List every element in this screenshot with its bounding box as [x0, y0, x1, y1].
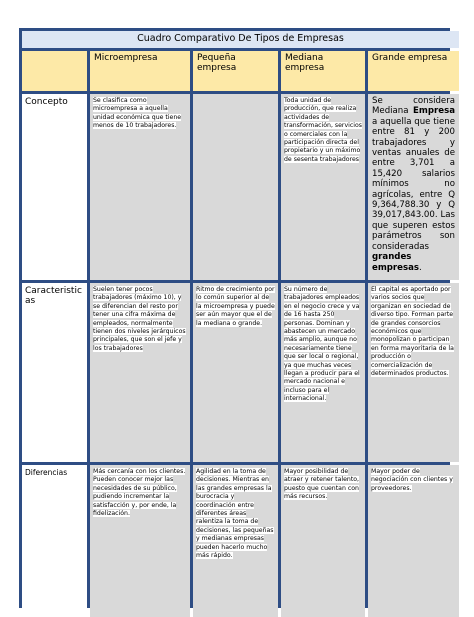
- cell-caracteristicas-mediana: [281, 283, 365, 462]
- cell-text: Agilidad en la toma de decisiones. Mientras en las grandes empresas la burocracia y coordinación entre diferentes áreas ralentiza la toma de decisiones, las pequeñas y medianas empresas pueden hacerlo mucho más rápido.: [196, 468, 274, 560]
- header-microempresa: Microempresa: [90, 51, 190, 91]
- cell-text: Su número de trabajadores empleados en el negocio crece y va de 16 hasta 250 personas. Dominan y abastecen un mercado más amplio, aunque no necesariamente tiene que ser local o regional, ya que muchas veces llegan a producir para el mercado nacional e incluso para el internacional.: [284, 286, 360, 403]
- cell-concepto-mediana: [281, 94, 365, 280]
- cell-concepto-grande: [368, 94, 459, 280]
- cell-text: Más cercanía con los clientes. Pueden conocer mejor las necesidades de su público, pudiendo incrementar la satisfacción y, por ende, la fidelización.: [93, 468, 186, 518]
- cell-text: El capital es aportado por varios socios que organizan en sociedad de diverso tipo. Forman parte de grandes consorcios económicos que monopolizan o participan en forma mayoritaria de la producción o comercialización de determinados productos.: [371, 286, 454, 378]
- cell-text: Mayor poder de negociación con clientes y proveedores.: [371, 468, 453, 492]
- cell-text: Se clasifica como microempresa a aquella unidad económica que tiene menos de 10 trabajadores.: [93, 97, 182, 130]
- cell-text: Toda unidad de producción, que realiza actividades de transformación, servicios o comerciales con la participación directa del propietario y un máximo de sesenta trabajadores: [284, 97, 362, 163]
- header-pequena-empresa: Pequeña empresa: [193, 51, 278, 91]
- row-label-concepto: Concepto: [22, 94, 87, 280]
- header-empty: [22, 51, 87, 91]
- cell-concepto-micro: [90, 94, 190, 280]
- grande-bold-2: grandes empresas: [372, 252, 420, 273]
- grande-text-2: a aquella que tiene entre 81 y 200 trabajadores y ventas anuales de entre 3,701 a 15,420 salarios mínimos no agrícolas, entre Q 9,364,788.30 y Q 39,017,843.00. Las que superen estos parámetros son consideradas: [372, 116, 455, 252]
- comparison-table: [19, 28, 455, 608]
- cell-caracteristicas-pequena: [193, 283, 278, 462]
- cell-text: Mayor posibilidad de atraer y retener talento, puesto que cuentan con más recursos.: [284, 468, 360, 501]
- cell-concepto-pequena: [193, 94, 278, 280]
- cell-caracteristicas-micro: [90, 283, 190, 462]
- cell-diferencias-grande: [368, 465, 459, 617]
- cell-text: Ritmo de crecimiento por lo común superior al de la microempresa y puede ser aún mayor que el de la mediana o grande.: [196, 286, 275, 327]
- grande-text-3: .: [419, 262, 422, 273]
- header-grande-empresa: Grande empresa: [368, 51, 459, 91]
- cell-diferencias-pequena: [193, 465, 278, 617]
- row-label-caracteristicas: Caracteristicas: [22, 283, 87, 462]
- cell-diferencias-mediana: [281, 465, 365, 617]
- row-label-diferencias: Diferencias: [22, 465, 87, 617]
- cell-caracteristicas-grande: [368, 283, 459, 462]
- table-title: Cuadro Comparativo De Tipos de Empresas: [22, 31, 459, 48]
- cell-text: Suelen tener pocos trabajadores (máximo 10), y se diferencian del resto por tener una cifra máxima de empleados, normalmente tienen dos niveles jerárquicos principales, que son el jefe y los trabajadores: [93, 286, 186, 352]
- grande-bold-1: Empresa: [413, 106, 455, 117]
- header-mediana-empresa: Mediana empresa: [281, 51, 365, 91]
- grande-text-1: Se considera Mediana: [372, 96, 455, 117]
- cell-diferencias-micro: [90, 465, 190, 617]
